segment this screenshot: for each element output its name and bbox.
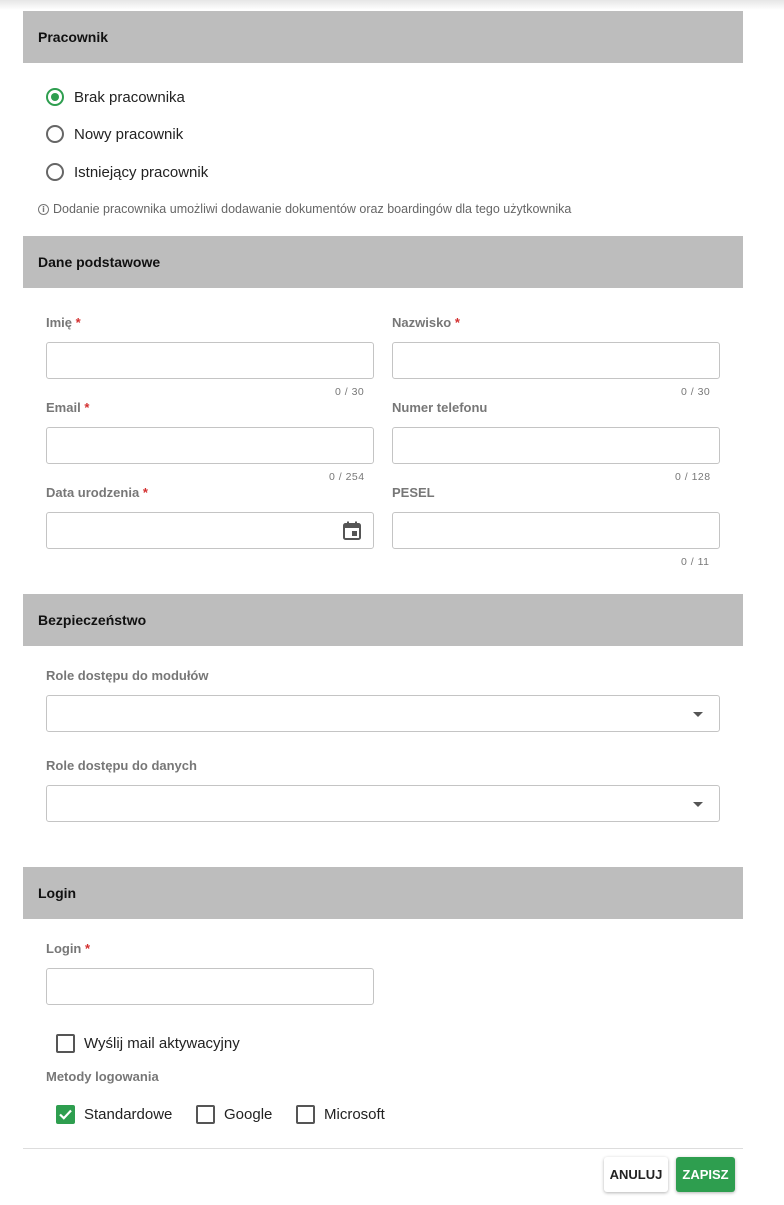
pesel-label xyxy=(392,485,435,500)
data-roles-select[interactable] xyxy=(46,785,720,822)
cancel-button[interactable]: ANULUJ xyxy=(604,1157,668,1192)
first-name-input[interactable] xyxy=(46,342,374,379)
birth-date-label-text: Data urodzenia xyxy=(46,485,140,500)
employee-info xyxy=(38,202,571,216)
send-activation-checkbox[interactable] xyxy=(56,1034,75,1053)
email-label xyxy=(46,400,89,415)
required-mark: * xyxy=(454,315,460,330)
footer-divider xyxy=(23,1148,743,1149)
method-google-row[interactable] xyxy=(196,1104,272,1124)
phone-label-text: Numer telefonu xyxy=(392,400,488,415)
dropdown-arrow-icon xyxy=(693,802,703,807)
send-activation-label: Wyślij mail aktywacyjny xyxy=(84,1034,240,1052)
method-standard-row[interactable] xyxy=(56,1104,172,1124)
module-roles-select[interactable] xyxy=(46,695,720,732)
radio-button[interactable] xyxy=(46,125,64,143)
check-icon xyxy=(59,1109,72,1120)
save-button[interactable]: ZAPISZ xyxy=(676,1157,735,1192)
radio-no-employee[interactable] xyxy=(46,87,185,107)
login-label-text: Login xyxy=(46,941,82,956)
birth-date-input[interactable] xyxy=(46,512,374,549)
dropdown-arrow-icon xyxy=(693,712,703,717)
section-header-basic: Dane podstawowe xyxy=(23,236,743,288)
birth-date-label xyxy=(46,485,148,500)
email-label-text: Email xyxy=(46,400,81,415)
required-mark: * xyxy=(142,485,148,500)
last-name-input[interactable] xyxy=(392,342,720,379)
section-header-employee: Pracownik xyxy=(23,11,743,63)
pesel-input[interactable] xyxy=(392,512,720,549)
method-google-label: Google xyxy=(224,1105,273,1123)
section-header-login: Login xyxy=(23,867,743,919)
section-header-security: Bezpieczeństwo xyxy=(23,594,743,646)
email-counter: 0 / 254 xyxy=(329,471,365,483)
pesel-label-text: PESEL xyxy=(392,485,435,500)
login-methods-label: Metody logowania xyxy=(46,1069,159,1084)
method-standard-label: Standardowe xyxy=(84,1105,173,1123)
radio-button[interactable] xyxy=(46,163,64,181)
method-microsoft-row[interactable] xyxy=(296,1104,385,1124)
pesel-counter: 0 / 11 xyxy=(681,556,710,568)
radio-label: Brak pracownika xyxy=(74,88,185,106)
required-mark: * xyxy=(84,400,90,415)
required-mark: * xyxy=(75,315,81,330)
send-activation-checkbox-row[interactable] xyxy=(56,1033,240,1053)
first-name-counter: 0 / 30 xyxy=(335,386,365,398)
module-roles-label: Role dostępu do modułów xyxy=(46,668,209,683)
radio-label: Nowy pracownik xyxy=(74,125,184,143)
info-icon: i xyxy=(38,204,49,215)
data-roles-label: Role dostępu do danych xyxy=(46,758,197,773)
phone-label xyxy=(392,400,487,415)
method-standard-checkbox[interactable] xyxy=(56,1105,75,1124)
email-input[interactable] xyxy=(46,427,374,464)
first-name-label xyxy=(46,315,81,330)
radio-existing-employee[interactable] xyxy=(46,162,208,182)
top-shadow xyxy=(0,0,784,10)
login-input[interactable] xyxy=(46,968,374,1005)
radio-button-checked[interactable] xyxy=(46,88,64,106)
calendar-icon[interactable] xyxy=(343,521,361,540)
first-name-label-text: Imię xyxy=(46,315,73,330)
method-microsoft-label: Microsoft xyxy=(324,1105,385,1123)
phone-counter: 0 / 128 xyxy=(675,471,711,483)
radio-label: Istniejący pracownik xyxy=(74,163,209,181)
last-name-label xyxy=(392,315,460,330)
last-name-label-text: Nazwisko xyxy=(392,315,452,330)
required-mark: * xyxy=(85,941,91,956)
method-google-checkbox[interactable] xyxy=(196,1105,215,1124)
login-label xyxy=(46,941,90,956)
phone-input[interactable] xyxy=(392,427,720,464)
info-text: Dodanie pracownika umożliwi dodawanie dokumentów oraz boardingów dla tego użytkownika xyxy=(53,202,572,216)
method-microsoft-checkbox[interactable] xyxy=(296,1105,315,1124)
last-name-counter: 0 / 30 xyxy=(681,386,711,398)
radio-new-employee[interactable] xyxy=(46,124,183,144)
